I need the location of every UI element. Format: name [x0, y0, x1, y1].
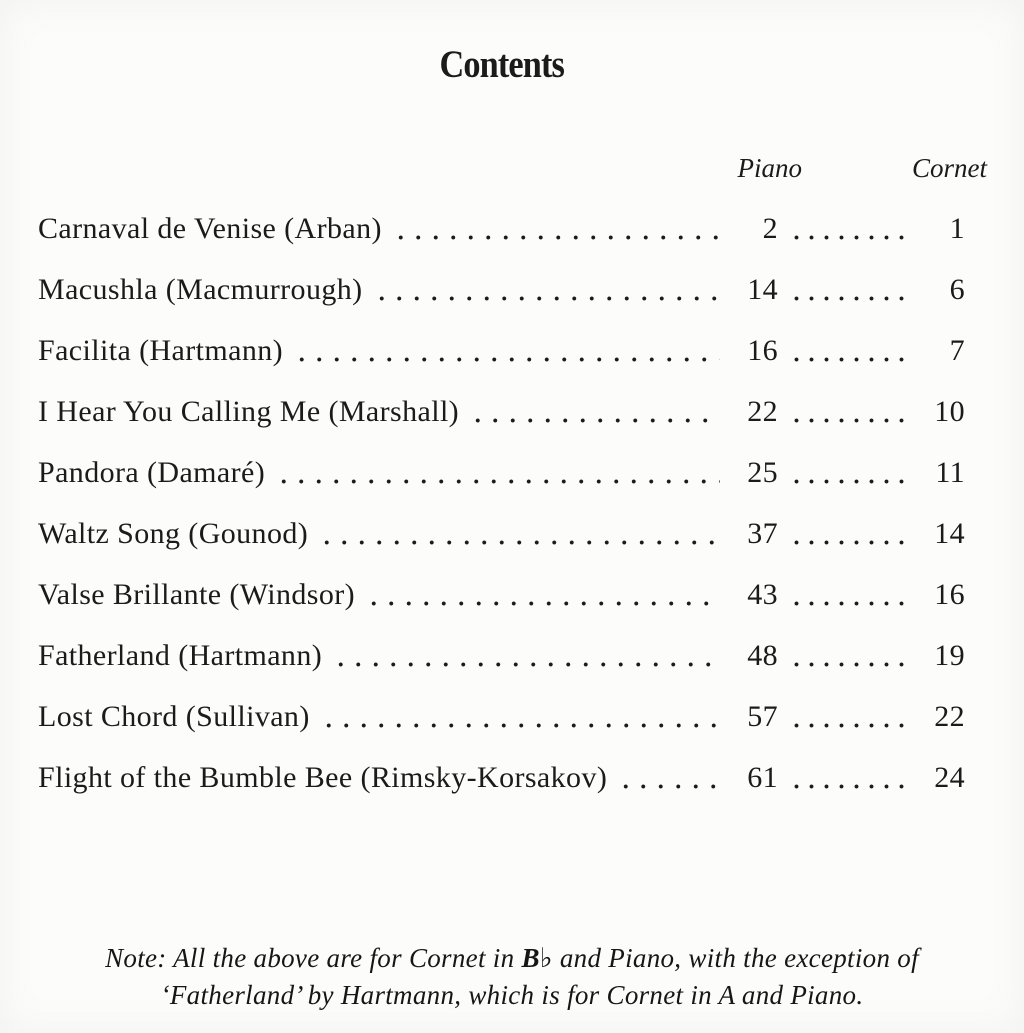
dot-leader: [789, 357, 909, 362]
piece-title: Fatherland (Hartmann): [38, 639, 323, 672]
dot-leader: [275, 479, 720, 484]
piano-page-number: 14: [747, 273, 778, 306]
footnote: [0, 940, 1024, 1014]
cornet-page-number: 19: [934, 639, 965, 672]
footnote-key-signature: B♭: [521, 943, 553, 973]
piece-title: Valse Brillante (Windsor): [38, 578, 356, 611]
page-title: Contents: [439, 43, 564, 86]
piano-page-number: 43: [747, 578, 778, 611]
dot-leader: [617, 784, 720, 789]
table-row: [38, 758, 965, 798]
piano-page-number: 61: [747, 761, 778, 794]
title-container: [38, 0, 965, 87]
dot-leader: [320, 723, 720, 728]
footnote-text: and Piano, with the exception of: [552, 943, 919, 973]
piano-page-number: 48: [747, 639, 778, 672]
table-row: [38, 514, 965, 554]
dot-leader: [789, 296, 909, 301]
dot-leader: [789, 418, 909, 423]
piano-page-number: 37: [747, 517, 778, 550]
piece-title: Flight of the Bumble Bee (Rimsky-Korsakov): [38, 761, 608, 794]
dot-leader: [365, 601, 720, 606]
dot-leader: [318, 540, 720, 545]
cornet-page-number: 16: [934, 578, 965, 611]
dot-leader: [789, 784, 909, 789]
piece-title: Lost Chord (Sullivan): [38, 700, 310, 733]
column-header-piano: Piano: [737, 153, 802, 183]
dot-leader: [373, 296, 720, 301]
cornet-page-number: 10: [934, 395, 965, 428]
piano-page-number: 57: [747, 700, 778, 733]
dot-leader: [332, 662, 720, 667]
footnote-text: Note: All the above are for Cornet in: [105, 943, 522, 973]
piece-title: Waltz Song (Gounod): [38, 517, 309, 550]
piano-page-number: 2: [762, 212, 778, 245]
contents-list: [38, 209, 965, 798]
table-row: [38, 453, 965, 493]
dot-leader: [789, 540, 909, 545]
piano-page-number: 25: [747, 456, 778, 489]
dot-leader: [789, 662, 909, 667]
table-row: [38, 636, 965, 676]
table-row: [38, 331, 965, 371]
piano-page-number: 22: [747, 395, 778, 428]
table-row: [38, 697, 965, 737]
dot-leader: [469, 418, 720, 423]
table-row: [38, 270, 965, 310]
cornet-page-number: 7: [949, 334, 965, 367]
cornet-page-number: 24: [934, 761, 965, 794]
cornet-page-number: 6: [949, 273, 965, 306]
footnote-line2: ‘Fatherland’ by Hartmann, which is for Cornet in A and Piano.: [160, 980, 864, 1010]
piano-page-number: 16: [747, 334, 778, 367]
cornet-page-number: 11: [935, 456, 965, 489]
piece-title: I Hear You Calling Me (Marshall): [38, 395, 460, 428]
dot-leader: [789, 235, 909, 240]
dot-leader: [293, 357, 720, 362]
column-header-cornet: Cornet: [911, 153, 987, 183]
piece-title: Facilita (Hartmann): [38, 334, 284, 367]
dot-leader: [789, 601, 909, 606]
cornet-page-number: 22: [934, 700, 965, 733]
dot-leader: [789, 479, 909, 484]
cornet-page-number: 14: [934, 517, 965, 550]
table-row: [38, 392, 965, 432]
dot-leader: [789, 723, 909, 728]
table-row: [38, 575, 965, 615]
column-headers: [38, 151, 987, 185]
piece-title: Pandora (Damaré): [38, 456, 266, 489]
piece-title: Macushla (Macmurrough): [38, 273, 363, 306]
cornet-page-number: 1: [949, 212, 965, 245]
table-row: [38, 209, 965, 249]
dot-leader: [392, 235, 720, 240]
footnote-line1: [105, 943, 919, 973]
piece-title: Carnaval de Venise (Arban): [38, 212, 382, 245]
